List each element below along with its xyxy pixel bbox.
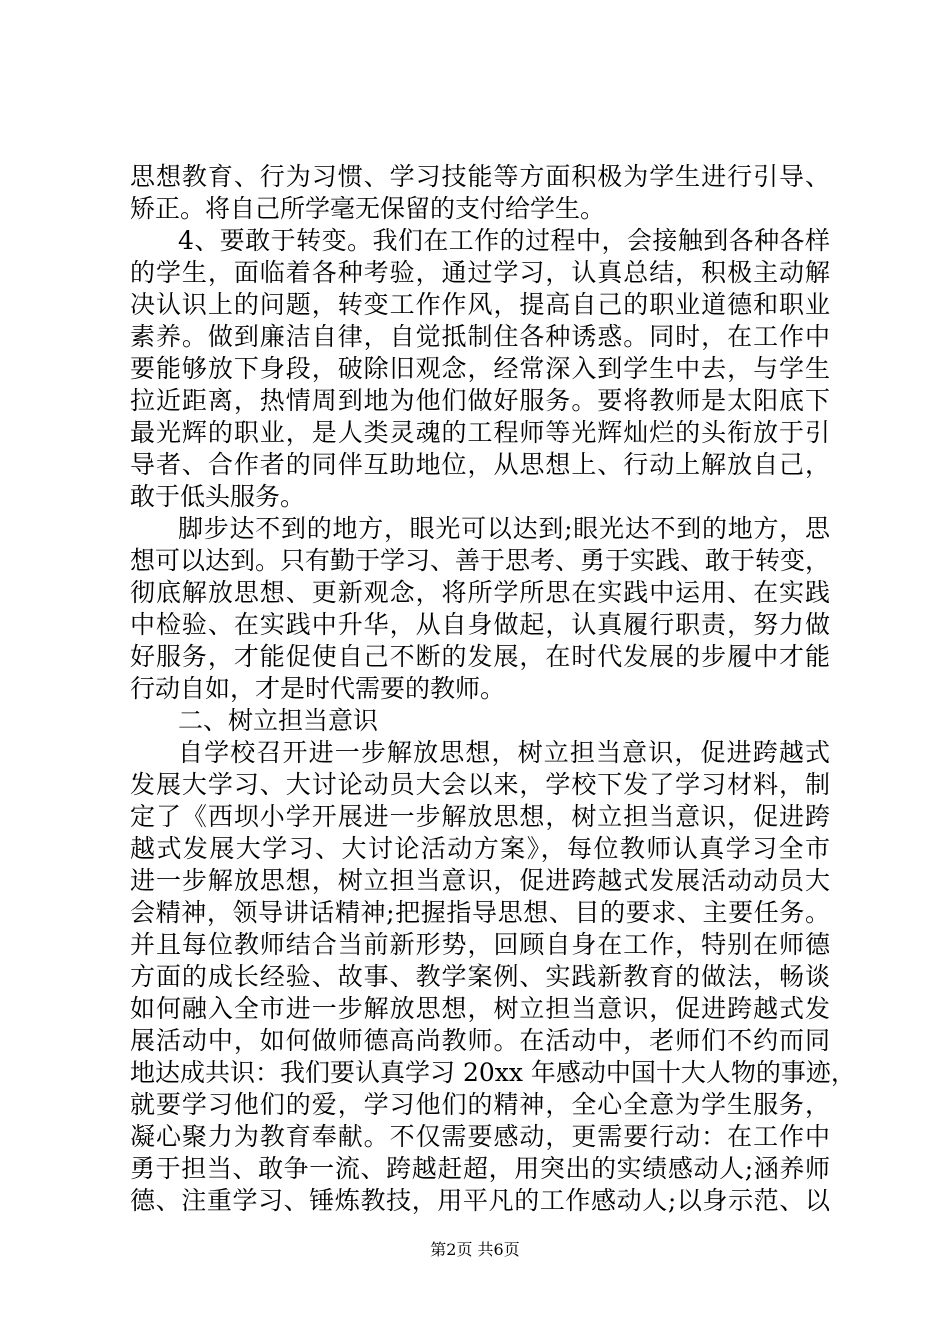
section-heading: 二、树立担当意识 bbox=[178, 706, 379, 735]
text-line: 地达成共识：我们要认真学习 20xx 年感动中国十大人物的事迹， bbox=[130, 1058, 856, 1087]
text-line: 会精神，领导讲话精神;把握指导思想、目的要求、主要任务。 bbox=[130, 898, 830, 927]
text-line: 好服务，才能促使自己不断的发展，在时代发展的步履中才能 bbox=[130, 642, 830, 671]
text-line: 勇于担当、敢争一流、跨越赶超，用突出的实绩感动人;涵养师 bbox=[130, 1154, 830, 1183]
text-line: 矫正。将自己所学毫无保留的支付给学生。 bbox=[130, 194, 606, 223]
text-line: 中检验、在实践中升华，从自身做起，认真履行职责，努力做 bbox=[130, 610, 830, 639]
text-line: 自学校召开进一步解放思想，树立担当意识，促进跨越式 bbox=[178, 738, 830, 767]
text-line: 想可以达到。只有勤于学习、善于思考、勇于实践、敢于转变， bbox=[130, 546, 831, 575]
text-line: 脚步达不到的地方，眼光可以达到;眼光达不到的地方，思 bbox=[178, 514, 830, 543]
text-line: 拉近距离，热情周到地为他们做好服务。要将教师是太阳底下 bbox=[130, 386, 830, 415]
text-line: 定了《西坝小学开展进一步解放思想，树立担当意识，促进跨 bbox=[130, 802, 830, 831]
text-line: 思想教育、行为习惯、学习技能等方面积极为学生进行引导、 bbox=[130, 162, 830, 191]
page-footer: 第2页 共6页 bbox=[430, 1240, 520, 1259]
text-line: 4、要敢于转变。我们在工作的过程中，会接触到各种各样 bbox=[178, 226, 830, 255]
text-line: 最光辉的职业，是人类灵魂的工程师等光辉灿烂的头衔放于引 bbox=[130, 418, 830, 447]
text-line: 发展大学习、大讨论动员大会以来，学校下发了学习材料，制 bbox=[130, 770, 830, 799]
text-line: 决认识上的问题，转变工作作风，提高自己的职业道德和职业 bbox=[130, 290, 830, 319]
text-line: 素养。做到廉洁自律，自觉抵制住各种诱惑。同时，在工作中 bbox=[130, 322, 830, 351]
text-line: 行动自如，才是时代需要的教师。 bbox=[130, 674, 506, 703]
text-line: 方面的成长经验、故事、教学案例、实践新教育的做法，畅谈 bbox=[130, 962, 830, 991]
text-line: 要能够放下身段，破除旧观念，经常深入到学生中去，与学生 bbox=[130, 354, 830, 383]
text-line: 的学生，面临着各种考验，通过学习，认真总结，积极主动解 bbox=[130, 258, 830, 287]
text-line: 凝心聚力为教育奉献。不仅需要感动，更需要行动：在工作中 bbox=[130, 1122, 830, 1151]
text-line: 彻底解放思想、更新观念，将所学所思在实践中运用、在实践 bbox=[130, 578, 830, 607]
text-line: 就要学习他们的爱，学习他们的精神，全心全意为学生服务， bbox=[130, 1090, 830, 1119]
text-line: 并且每位教师结合当前新形势，回顾自身在工作，特别在师德 bbox=[130, 930, 830, 959]
text-line: 导者、合作者的同伴互助地位，从思想上、行动上解放自己， bbox=[130, 450, 830, 479]
text-line: 如何融入全市进一步解放思想，树立担当意识，促进跨越式发 bbox=[130, 994, 830, 1023]
text-line: 展活动中，如何做师德高尚教师。在活动中，老师们不约而同 bbox=[130, 1026, 830, 1055]
text-line: 越式发展大学习、大讨论活动方案》，每位教师认真学习全市 bbox=[130, 834, 830, 863]
text-line: 敢于低头服务。 bbox=[130, 482, 306, 511]
text-line: 进一步解放思想，树立担当意识，促进跨越式发展活动动员大 bbox=[130, 866, 830, 895]
text-line: 德、注重学习、锤炼教技，用平凡的工作感动人;以身示范、以 bbox=[130, 1186, 830, 1215]
